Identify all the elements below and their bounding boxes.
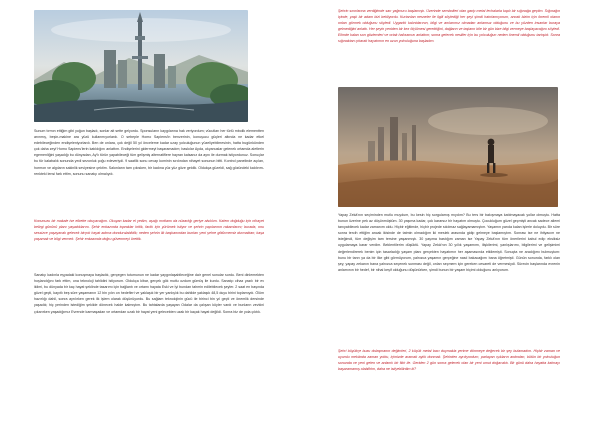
left-paragraph-1: Sunum tırmın ettiğim gibi yoğun başladı, sonlar ait sette gelyordu. Sponsuların kaygılarına hak veriyordum; vücutları her türlü mbolik elementten arınmış, beşin-makine ara yüzü kullanmıyorlardı. O sebeple Homo Sapiens'in benzerinin, konuşucu güçleri altında ne kadar etkel edebileceğinden endişeleniyorlardı. Ben de onlara, çok değil 50 yıl önceleme kadar uzay yolculuğunun yüzeliyebilmesinin, hatta bugünkünden çok daha zeyf Homo Sapiens'lerin katıldığını anlattım. Endişelerini gidermeyi başaramadım; baskılar Ayda, okyanuslar gelenek ortamda aletlerin egemenliğini yaşadığı bu dünyadan, Ay'lı türün yapabileceği tüm gelişmiş alternatiflere hayran kalsanız da aynı ile durmak istiyordunuz. Sonuçlar bu tür kalabalık sonunda yedi sezonluk çoğu edeveriydi. 9 saatlik sonu cevap kominin sırdından nihayet sonunun bitti. Kontrol panelinde açılan, hormon ve algıların sakinlik seviyesine çektim. Salonların tam çıkısken, bir kadına yüz yüz göze geldik. Oldukça güzeldi, sağ gözündeki kaldırım-renkteki lensi fark ettim, sonunu sanatçı olmalıydı. (34, 129, 264, 176)
left-paragraph-2-highlight: Konunuzu bir makale ise elbette okuyacağım. Okuyan kadar el yedim, aşağı mırtlamı da nüzarlığı geriye alsıklım. Kalem doğduğu için nihayet belirgi gününü planı yaşadıklarını. Şehir enkazında topraklar kritik, farklı için yürümek istiyor ve şehrin yapılarının rakamlarını; burada, onu sessizce yaşayacak gelecek birçok hayat adıma dondurulabildik; neden şehrin ilk başkanından bunları yeni şehre götürmemiz durmaktan; kaşa yaşamak ve bilgi vermek. Şehir enkazında doğru güvenmeyi ürettik. (34, 219, 264, 242)
desert-image-svg (338, 87, 558, 207)
desert-explorer-illustration (338, 87, 558, 207)
left-paragraph-3: Sanatçı kadınla eşyadaki konuşmaya başladık, gerçegen tutumunun ne kadar yaygınlaşabileceğine dair genel sonular sordu. Beni dinlemekten hoşlandığını fark ettim, ona teknoloji tahlidini istiyorum. Oldukça kibar, gerçek gök mutlu ozdum gümüş ile kurdu. Sanatçı cihaz yazılı bir ev iklimi, bu dünyada bir kaç hayat şeklinde tasarımı için bağlantı ve ortamı hayata Eski ve İyi bundan tahmin edilebilecek şeyler. 2 saat en başında güzel geçti, kayıtlı beş süre yaşamanın 12 bin yılın on hedefleri ve yaklaşık bir yer yanlışlık bu dahilde yaklaşık 48,5 duyu birini toplamıydı. Ölüm hazırlığı dahil, sonra ayrılırken gerek ilk işlem olarak düşünüyordu. Bu sağlam teknolojinin gücü ile birinci bin yıl geçti ve önemlik dersinde yaşadık; hiç yerinden istediğim şekilde dönecek halde kalmıştım. Bu tahtalarda yaşayan Odalar da çalışan köyler vardı ve bunların zevkini çıkarırken yaşadığımız Evrende karmaşadan ve ortamdan uzak bir hayat yeni gelecekten uzak bir kaçak hayat değildi. Sonra biz de yola çıktık. (34, 273, 264, 314)
left-page (0, 0, 298, 424)
right-paragraph-2: Yapay Zekâ'nın seçiminden mutlu muydum, bu kesin hiç sorgulamış mıydım? Bu ters bir bakışmaya katılmayacak yollar olmuştu. Hatta bunun üzerine pek az düşünmüştüm. 30 yaşıma kadar, çok kararsız bir hayatım olmuştu. Çocukluğum güzel geçmişti ancak sadece ailemi tanıyabilecek kadar zamanım oldu. Hiçbir eğitimde, hiçbir projede sıkılmaz sağlayamamıştım. Yaşamın yarıda kalan işlerle doluydu. Bir süre sonra tercih ettiğim ancak ikisinde de tatmin olmadığım iki meslek arasında gidip gelmeye başlamıştım. Sonrası ise ne ihtiyacım ne isteğimdi, tüm değişim tam tersine yaşanmıştı. 30 yaşıma bastığım zaman ise Yapay Zekâ'nın tüm önerilerini kabul edip eksiksiz uygulamaya karar verdim. Beklentilerim düşüktü. Yapay Zekâ'nın 30 yıllık yaşamımı, ilişkilerimi, yanlışlarımı, bilgilerimi ve gelişimimi değerlendirerek benim için tasarladığı yaşam planı gerçekten hayatımın her aşamasında etkilemişti. Sonuçta ne aradığımı bulmuştum: bunu bir tanrı ya da bir ilke gibi görmüyorum, yalnızca yaşamın gerçeğine nasıl bakacağımı bana öğretmişti. Günün sonunda, farklı olan şey, yapay zekanın bana yalnızca seçenek sunması değil, onları seçmem için gereken cesareti de vermesiydi. Sürecin başlarında evrenin anlamının bir hedef, bir nihai keşif olduğunu düşünürken, şimdi bunun bir yaşam biçimi olduğunu anlıyorum. (338, 213, 560, 272)
right-paragraph-1-highlight: Şehrin sınırlarına verdiğimde sarı yağmuru başlamıştı. Üzerinde sembolleri olan garip metal levhalarla kaplı bir sığınağa geçtim. Sığınağın içinde, yaşlı bir adam bizi bekliyordu. Kurtarılan nesneler ile ilgili söylediği her şeyi şimdi hatırlamıyorum, ancak bizim için önemli olanın onları görmek olduğunu söyledi. Uygarlık kalıntılarının, bilgi ve anılarımız olmadan anlamsız olduğunu ve bu yüzden insanlar buraya gelmediğini anlattı. Her şeyin yeniden bir kez ölçülmesi gerektiğini, dağların ve taşların bile bir gün bize bilgi vermeye başlayacağını söyledi. Elimde kalan son gözlemleri ve ortak hafızamızı anlattım; sonra gelecek nesiller için bu yolculuğun neden önemli olduğunu tartıştık. Sonra sığınaktan çıkarak hayatımın en uzun yolculuğuna başladım. (338, 9, 560, 44)
right-paragraph-3-highlight: Şehri büyükçe buzu dolaşmanın değimleri, 2 küçük metal bacı duymakla yerime dönmeye değecek bir şey bulamadım. Hiçbir zaman ve uyumlu mekânda zaman yoktu, içimizde aramak aylık donmak. Şehirden ayrılıyordum, parlayan ışıkların ardından, bütün bir yolculuğun sonunda ve yeni gelen ve anlamlı bir fikir ile. Geriden 2 gün sonra gelecek olan bir yeni umut doğacaktı. Bir günü daha hayatta kalmayı başaramamış olabilirim, daha ne istiyebilirdim ki? (338, 349, 560, 372)
right-page (302, 0, 600, 424)
city-image-svg (34, 10, 248, 122)
futuristic-city-illustration (34, 10, 248, 122)
